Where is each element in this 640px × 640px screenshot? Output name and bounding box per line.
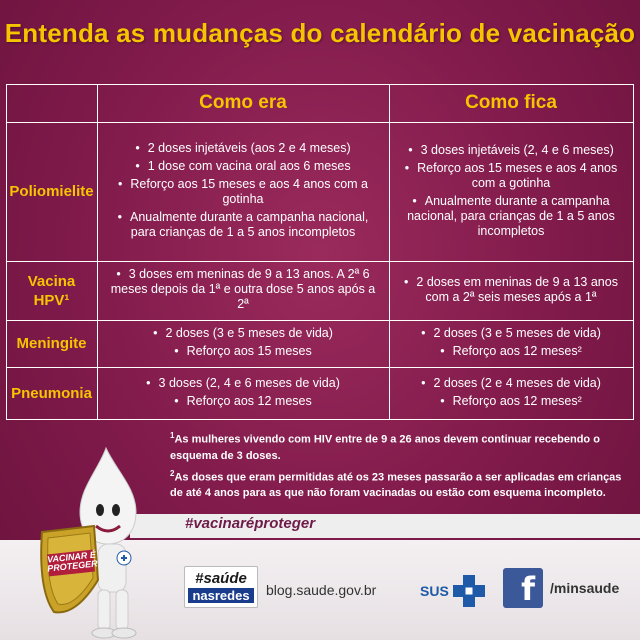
facebook-handle-link[interactable]: /minsaude (550, 580, 620, 596)
footnote-2 (170, 466, 630, 502)
cell-meningite-como-era (97, 320, 389, 367)
row-label-vacina-hpv (6, 261, 97, 320)
list-item: • Reforço aos 15 meses (105, 344, 381, 359)
list-item: • 3 doses injetáveis (2, 4 e 6 meses) (397, 143, 625, 158)
footnote-mark: 2 (170, 468, 175, 478)
list-item: • 2 doses (2 e 4 meses de vida) (397, 376, 625, 391)
row-label-pneumonia: Pneumonia (11, 384, 92, 402)
list-item: • Reforço aos 15 meses e aos 4 anos com a gotinha (397, 161, 625, 191)
sus-label: SUS (420, 583, 449, 599)
mascot-drop-icon (28, 440, 168, 640)
list-item: • 1 dose com vacina oral aos 6 meses (105, 159, 381, 174)
sus-logo (420, 574, 486, 608)
list-item: • Reforço aos 12 meses² (397, 394, 625, 409)
cell-pneumonia-como-era (97, 367, 389, 419)
facebook-icon[interactable]: f (503, 568, 543, 608)
list-item: • 3 doses em meninas de 9 a 13 anos. A 2ª 6 meses depois da 1ª e outra dose 5 anos após a 2ª (105, 267, 381, 312)
saude-nas-redes-line1: #saúde (195, 570, 247, 587)
list-item: • 2 doses (3 e 5 meses de vida) (105, 326, 381, 341)
campaign-hashtag: #vacinaréproteger (185, 515, 316, 532)
header-como-fica: Como fica (465, 92, 557, 113)
footnote-text: As mulheres vivendo com HIV entre de 9 a 26 anos devem continuar recebendo o esquema de 3 doses. (170, 433, 600, 462)
footnote-mark: 1 (170, 431, 175, 440)
row-label-line: HPV¹ (33, 291, 70, 309)
list-item: • Reforço aos 12 meses (105, 394, 381, 409)
cell-hpv-como-era (97, 261, 389, 320)
header-como-era: Como era (199, 92, 287, 113)
list-item: • Reforço aos 12 meses² (397, 344, 625, 359)
list-item: • Anualmente durante a campanha nacional, para crianças de 1 a 5 anos incompletos (105, 210, 381, 240)
cell-hpv-como-fica (389, 261, 633, 320)
footnotes (170, 428, 630, 503)
shield-text: VACINAR É PROTEGER (46, 549, 99, 574)
list-item: • 2 doses injetáveis (aos 2 e 4 meses) (105, 141, 381, 156)
cell-poliomielite-como-fica (389, 122, 633, 261)
list-item: • 2 doses (3 e 5 meses de vida) (397, 326, 625, 341)
list-item: • 3 doses (2, 4 e 6 meses de vida) (105, 376, 381, 391)
list-item: • 2 doses em meninas de 9 a 13 anos com a 2ª seis meses após a 1ª (397, 275, 625, 305)
cell-meningite-como-fica (389, 320, 633, 367)
row-label-line: Vacina (27, 272, 76, 290)
list-item: • Anualmente durante a campanha nacional, para crianças de 1 a 5 anos incompletos (397, 194, 625, 239)
cell-poliomielite-como-era (97, 122, 389, 261)
vaccination-table (6, 84, 634, 420)
row-label-poliomielite: Poliomielite (9, 183, 94, 200)
blog-link[interactable]: blog.saude.gov.br (266, 582, 377, 598)
table-border-bottom (6, 419, 634, 420)
sus-cross-icon (452, 574, 486, 608)
footnote-text: As doses que eram permitidas até os 23 meses passarão a ser aplicadas em crianças de até 4 anos para as que não foram vacinadas ou estão com esquema incompleto. (170, 471, 622, 500)
footnote-1 (170, 428, 630, 464)
saude-nas-redes-line2: nasredes (188, 588, 253, 603)
saude-nas-redes-badge[interactable] (184, 566, 258, 608)
table-border-right (633, 84, 634, 420)
page-title: Entenda as mudanças do calendário de vacinação (4, 18, 636, 48)
cell-pneumonia-como-fica (389, 367, 633, 419)
row-label-meningite: Meningite (16, 335, 87, 352)
list-item: • Reforço aos 15 meses e aos 4 anos com a gotinha (105, 177, 381, 207)
